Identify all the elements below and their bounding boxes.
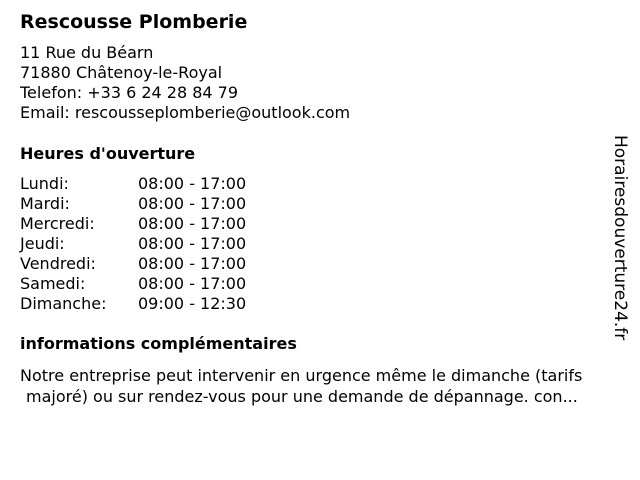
time-range: 08:00 - 17:00 [138,254,247,273]
hours-row-tuesday [20,194,280,214]
info-line-2: majoré) ou sur rendez-vous pour une demande de dépannage. con... [26,387,578,406]
time-range: 09:00 - 12:30 [138,294,247,313]
hours-row-saturday [20,274,280,294]
hours-row-thursday [20,234,280,254]
opening-hours-heading: Heures d'ouverture [20,144,196,163]
day-label: Mardi: [20,194,70,213]
day-label: Vendredi: [20,254,96,273]
additional-info-text [20,365,632,407]
time-range: 08:00 - 17:00 [138,194,247,213]
site-watermark: Horairesdouverture24.fr [610,135,630,341]
info-line-1: Notre entreprise peut intervenir en urgence même le dimanche (tarifs [20,366,583,385]
day-label: Lundi: [20,174,69,193]
hours-row-friday [20,254,280,274]
business-name: Rescousse Plomberie [20,11,248,33]
day-label: Mercredi: [20,214,95,233]
time-range: 08:00 - 17:00 [138,214,247,233]
hours-row-wednesday [20,214,280,234]
phone-number: Telefon: +33 6 24 28 84 79 [20,83,239,102]
day-label: Dimanche: [20,294,107,313]
email-address: Email: rescousseplomberie@outlook.com [20,103,351,122]
street-address: 11 Rue du Béarn [20,43,154,62]
contact-block [20,43,350,123]
day-label: Jeudi: [20,234,65,253]
time-range: 08:00 - 17:00 [138,274,247,293]
hours-row-monday [20,174,280,194]
time-range: 08:00 - 17:00 [138,174,247,193]
time-range: 08:00 - 17:00 [138,234,247,253]
city-address: 71880 Châtenoy-le-Royal [20,63,223,82]
additional-info-heading: informations complémentaires [20,334,297,353]
day-label: Samedi: [20,274,86,293]
opening-hours-table [20,174,280,314]
hours-row-sunday [20,294,280,314]
